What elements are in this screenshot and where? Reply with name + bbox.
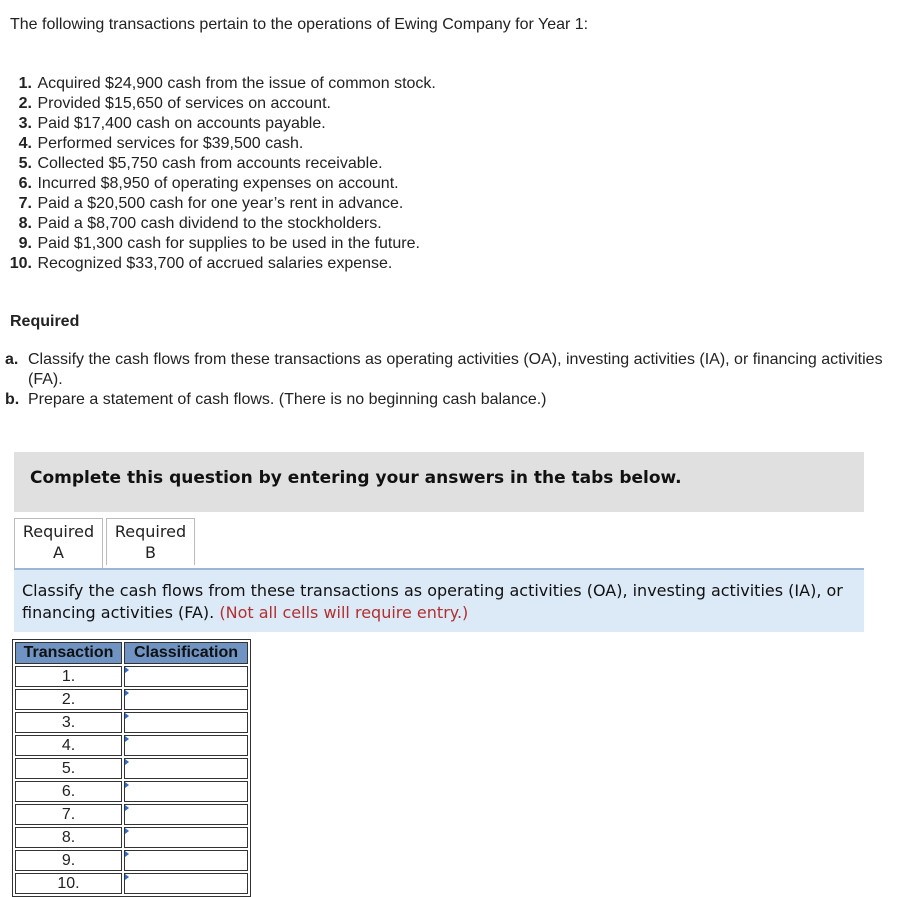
required-item-b <box>5 390 895 410</box>
tab-required-b[interactable] <box>106 518 195 565</box>
instructions-banner <box>14 452 864 512</box>
instructions-paragraph <box>22 580 852 624</box>
classification-cell <box>124 804 248 825</box>
list-item <box>8 74 436 94</box>
classification-cell <box>124 781 248 802</box>
list-item <box>8 154 436 174</box>
classification-cell <box>124 827 248 848</box>
transaction-number-cell: 9. <box>15 850 122 871</box>
table-row <box>15 712 248 733</box>
classification-input[interactable] <box>125 828 247 847</box>
tab-required-a[interactable] <box>14 518 103 568</box>
tab-label-line1: Required <box>114 522 187 541</box>
classification-cell <box>124 735 248 756</box>
item-number: 7. <box>18 195 32 212</box>
banner-text: Complete this question by entering your answers in the tabs below. <box>30 468 682 488</box>
tab-bar <box>14 518 195 568</box>
item-number: 2. <box>18 95 32 112</box>
list-item <box>8 254 436 274</box>
tab-label-line1: Required <box>22 522 95 541</box>
transaction-number-cell: 10. <box>15 873 122 894</box>
item-number: 8. <box>18 215 32 232</box>
item-text: Recognized $33,700 of accrued salaries expense. <box>37 255 393 272</box>
list-item <box>8 174 436 194</box>
table-row <box>15 666 248 687</box>
transaction-number-cell: 5. <box>15 758 122 779</box>
transaction-number-cell: 1. <box>15 666 122 687</box>
list-item <box>8 234 436 254</box>
classification-table <box>12 639 251 897</box>
item-text: Classify the cash flows from these transactions as operating activities (OA), investing activities (IA), or financing activities (FA). <box>28 351 883 388</box>
item-number: 5. <box>18 155 32 172</box>
list-item <box>8 114 436 134</box>
classification-input[interactable] <box>125 759 247 778</box>
table-row <box>15 873 248 894</box>
item-letter: b. <box>5 391 20 408</box>
item-text: Performed services for $39,500 cash. <box>37 135 304 152</box>
classification-cell <box>124 873 248 894</box>
tab-label-line2: A <box>53 543 64 562</box>
transaction-list <box>8 74 436 274</box>
problem-intro: The following transactions pertain to the operations of Ewing Company for Year 1: <box>10 16 589 33</box>
item-text: Paid $17,400 cash on accounts payable. <box>37 115 326 132</box>
classification-input[interactable] <box>125 667 247 686</box>
classification-cell <box>124 850 248 871</box>
table-row <box>15 689 248 710</box>
required-heading: Required <box>10 313 80 330</box>
list-item <box>8 94 436 114</box>
transaction-number-cell: 3. <box>15 712 122 733</box>
transaction-number-cell: 4. <box>15 735 122 756</box>
table-header-row <box>15 642 248 664</box>
required-item-a <box>5 350 895 390</box>
tab-label-line2: B <box>145 543 156 562</box>
table-row <box>15 781 248 802</box>
classification-input[interactable] <box>125 736 247 755</box>
instructions-note: (Not all cells will require entry.) <box>219 603 469 622</box>
item-text: Incurred $8,950 of operating expenses on account. <box>37 175 399 192</box>
transaction-number-cell: 7. <box>15 804 122 825</box>
classification-input[interactable] <box>125 713 247 732</box>
item-number: 9. <box>18 235 32 252</box>
item-text: Collected $5,750 cash from accounts receivable. <box>37 155 383 172</box>
transaction-number-cell: 6. <box>15 781 122 802</box>
item-text: Paid a $8,700 cash dividend to the stockholders. <box>37 215 382 232</box>
table-row <box>15 735 248 756</box>
list-item <box>8 134 436 154</box>
item-text: Paid a $20,500 cash for one year’s rent in advance. <box>37 195 404 212</box>
table-row <box>15 827 248 848</box>
classification-cell <box>124 758 248 779</box>
item-number: 10. <box>9 255 32 272</box>
classification-cell <box>124 689 248 710</box>
tab-instructions <box>14 568 864 632</box>
instructions-text: Classify the cash flows from these transactions as operating activities (OA), investing activities (IA), or financing activities (FA). <box>22 581 843 622</box>
table-row <box>15 804 248 825</box>
classification-input[interactable] <box>125 690 247 709</box>
transaction-number-cell: 8. <box>15 827 122 848</box>
item-number: 3. <box>18 115 32 132</box>
classification-input[interactable] <box>125 805 247 824</box>
classification-input[interactable] <box>125 782 247 801</box>
list-item <box>8 194 436 214</box>
item-text: Acquired $24,900 cash from the issue of common stock. <box>37 75 436 92</box>
transaction-number-cell: 2. <box>15 689 122 710</box>
item-number: 1. <box>18 75 32 92</box>
classification-cell <box>124 666 248 687</box>
required-items <box>5 350 895 410</box>
list-item <box>8 214 436 234</box>
classification-input[interactable] <box>125 874 247 893</box>
classification-cell <box>124 712 248 733</box>
item-number: 4. <box>18 135 32 152</box>
item-text: Prepare a statement of cash flows. (There is no beginning cash balance.) <box>28 391 547 408</box>
item-text: Provided $15,650 of services on account. <box>37 95 331 112</box>
table-row <box>15 758 248 779</box>
item-letter: a. <box>5 351 19 368</box>
classification-input[interactable] <box>125 851 247 870</box>
item-number: 6. <box>18 175 32 192</box>
column-header-transaction: Transaction <box>15 642 122 664</box>
item-text: Paid $1,300 cash for supplies to be used in the future. <box>37 235 420 252</box>
column-header-classification: Classification <box>124 642 248 664</box>
table-row <box>15 850 248 871</box>
